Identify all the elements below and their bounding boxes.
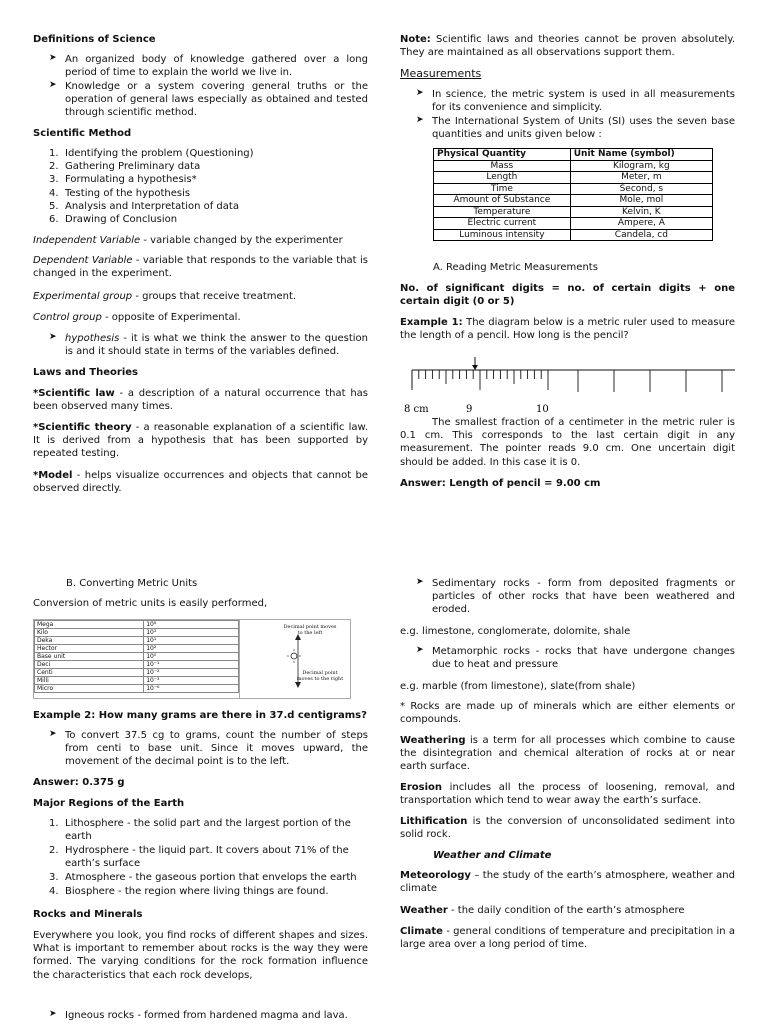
table-row [434,172,713,184]
table-row [434,160,713,172]
factor-cell: 10⁶ [144,621,239,629]
rocks-text: Everywhere you look, you find rocks of different shapes and sizes. What is important to remember about rocks is the way they were formed. The varying conditions for the rock formation influence the characteristics that each rock develops, [33,930,368,981]
ruler-label-8: 8 cm [404,404,429,415]
prefix-cell: Centi [35,669,144,677]
factor-cell: 10⁻² [144,669,239,677]
table-row [434,206,713,218]
region-text: Hydrosphere - the liquid part. It covers about 71% of the earth’s surface [65,845,349,870]
step-number: 5. [49,200,59,212]
unit-cell: Meter, m [570,172,712,184]
quantity-cell: Amount of Substance [434,195,571,207]
quantity-cell: Temperature [434,206,571,218]
method-step [33,173,368,186]
prefix-cell: Kilo [35,629,144,637]
note: Note: Scientific laws and theories cannot be proven absolutely. They are maintained as all observations support them. [400,34,735,59]
table-row [434,195,713,207]
method-step [33,147,368,160]
step-text: Testing of the hypothesis [65,187,191,199]
step-number: 2. [49,161,59,173]
regions-title: Major Regions of the Earth [33,798,185,809]
quantity-cell: Mass [434,160,571,172]
unit-cell: Candela, cd [570,229,712,241]
control-group: Control group - opposite of Experimental. [33,312,241,323]
method-step [33,213,368,226]
erosion: Erosion includes all the process of loosening, removal, and transportation which tend to wear away the earth’s surface. [400,782,735,807]
igneous-rocks: ➤ Igneous rocks - formed from hardened magma and lava. [33,1009,395,1022]
table-row [434,218,713,230]
ruler-label-9: 9 [466,404,473,415]
factor-cell: 10⁻¹ [144,661,239,669]
weather: Weather - the daily condition of the earth’s atmosphere [400,905,685,916]
scientific-theory: *Scientific theory - a reasonable explanation of a scientific law. It is derived from a hypothesis that has been supported by repeated testing. [33,422,368,460]
step-number: 3. [49,174,59,186]
step-number: 4. [49,187,59,199]
significant-digits-rule: No. of significant digits = no. of certain digits + one certain digit (0 or 5) [400,283,735,308]
laws-title: Laws and Theories [33,367,138,378]
ruler-label-10: 10 [536,404,549,415]
factor-cell: 10⁻³ [144,677,239,685]
ruler-pointer-head [472,365,478,370]
definition-1: ➤ An organized body of knowledge gathered over a long period of time to explain the world we live in. [33,53,368,79]
table-row [35,645,239,653]
model: *Model - helps visualize occurrences and objects that cannot be observed directly. [33,470,368,495]
experimental-group: Experimental group - groups that receive treatment. [33,291,297,302]
region-number: 3. [49,872,59,883]
rocks-title: Rocks and Minerals [33,909,143,920]
region-item [33,817,368,843]
unit-cell: Kelvin, K [570,206,712,218]
step-number: 1. [49,148,59,159]
quantity-cell: Time [434,183,571,195]
metamorphic-examples: e.g. marble (from limestone), slate(from shale) [400,681,636,692]
prefix-cell: Mega [35,621,144,629]
method-step [33,160,368,173]
unit-cell: Kilogram, kg [570,160,712,172]
step-text: Formulating a hypothesis* [65,174,197,186]
region-text: Biosphere - the region where living things are found. [65,886,329,897]
quantity-cell: Electric current [434,218,571,230]
quantity-cell: Luminous intensity [434,229,571,241]
arrow-right-note: Decimal point moves to the right [296,670,344,682]
step-text: Gathering Preliminary data [65,161,201,173]
method-step [33,200,368,213]
example-2: Example 2: How many grams are there in 37.d centigrams? [33,710,367,721]
definition-2: ➤ Knowledge or a system covering general truths or the operation of general laws especially as obtained and tested through scientific method. [33,80,368,120]
hypothesis-item: ➤ hypothesis - it is what we think the answer to the question is and it should state in terms of the variables defined. [33,332,368,358]
climate: Climate - general conditions of temperature and precipitation in a large area over a long period of time. [400,926,735,951]
factor-cell: 10² [144,645,239,653]
prefix-cell: Hector [35,645,144,653]
si-units-table [433,148,713,241]
factor-cell: 10¹ [144,637,239,645]
answer-1: Answer: Length of pencil = 9.00 cm [400,478,601,489]
measurement-1: ➤ In science, the metric system is used in all measurements for its convenience and simplicity. [400,88,735,114]
prefix-cell: Base unit [35,653,144,661]
table-header: Physical Quantity [434,149,571,161]
table-row [35,629,239,637]
metric-ruler-diagram [400,355,735,415]
table-row [35,653,239,661]
prefix-cell: Micro [35,685,144,693]
region-number: 4. [49,886,59,897]
reading-title: A. Reading Metric Measurements [433,262,598,273]
dependent-variable: Dependent Variable - variable that responds to the variable that is changed in the experiment. [33,255,368,280]
factor-cell: 10⁻⁶ [144,685,239,693]
measurement-2: ➤ The International System of Units (SI) uses the seven base quantities and units given below : [400,115,735,141]
converting-title: B. Converting Metric Units [66,578,198,589]
sedimentary-examples: e.g. limestone, conglomerate, dolomite, shale [400,626,631,637]
unit-cell: Mole, mol [570,195,712,207]
table-row [35,685,239,693]
answer-2: Answer: 0.375 g [33,777,125,788]
example-1: Example 1: The diagram below is a metric ruler used to measure the length of a pencil. How long is the pencil? [400,317,735,342]
prefix-cell: Milli [35,677,144,685]
meteorology: Meteorology – the study of the earth’s atmosphere, weather and climate [400,870,735,895]
region-number: 1. [49,818,59,829]
table-row [35,637,239,645]
step-text: Drawing of Conclusion [65,214,178,225]
step-text: Identifying the problem (Questioning) [65,148,254,159]
region-item [33,844,368,870]
factor-cell: 10³ [144,629,239,637]
table-row [434,229,713,241]
arrow-left-note: Decimal point moves to the left [283,624,337,636]
weather-climate-title: Weather and Climate [433,850,552,861]
scientific-law: *Scientific law - a description of a natural occurrence that has been observed many times. [33,388,368,413]
step-text: Analysis and Interpretation of data [65,200,239,212]
prefix-table [34,620,239,693]
method-title: Scientific Method [33,128,132,139]
method-step [33,187,368,200]
table-row [434,183,713,195]
conversion-diagram [33,619,351,699]
weathering: Weathering is a term for all processes which combine to cause the disintegration and chemical alteration of rocks at or near earth surface. [400,735,735,773]
step-number: 6. [49,214,59,225]
measurements-title: Measurements [400,67,482,80]
minerals-note: * Rocks are made up of minerals which are either elements or compounds. [400,701,735,726]
independent-variable: Independent Variable - variable changed by the experimenter [33,235,343,246]
table-row [35,661,239,669]
example-2-step: ➤ To convert 37.5 cg to grams, count the number of steps from centi to base unit. Since it moves upward, the movement of the decimal point is to the left. [33,729,368,769]
lithification: Lithification is the conversion of unconsolidated sediment into solid rock. [400,816,735,841]
prefix-cell: Deka [35,637,144,645]
region-number: 2. [49,845,59,856]
unit-cell: Second, s [570,183,712,195]
table-row [35,669,239,677]
prefix-cell: Deci [35,661,144,669]
unit-cell: Ampere, A [570,218,712,230]
region-item [33,871,368,884]
table-header: Unit Name (symbol) [570,149,712,161]
ruler-explanation: The smallest fraction of a centimeter in the metric ruler is 0.1 cm. This corresponds to the last certain digit in any measurement. The pointer reads 9.0 cm. One uncertain digit should be added. In this case it is 0. [400,417,735,468]
table-row [35,677,239,685]
table-row [35,621,239,629]
region-text: Atmosphere - the gaseous portion that envelops the earth [65,872,357,883]
region-text: Lithosphere - the solid part and the largest portion of the earth [65,818,351,843]
region-item [33,885,368,898]
metamorphic-rocks: ➤ Metamorphic rocks - rocks that have undergone changes due to heat and pressure [400,645,735,671]
definitions-title: Definitions of Science [33,34,156,45]
factor-cell: 10⁰ [144,653,239,661]
conversion-intro: Conversion of metric units is easily performed, [33,598,268,609]
sedimentary-rocks: ➤ Sedimentary rocks - form from deposited fragments or particles of other rocks that have been weathered and eroded. [400,577,735,617]
quantity-cell: Length [434,172,571,184]
